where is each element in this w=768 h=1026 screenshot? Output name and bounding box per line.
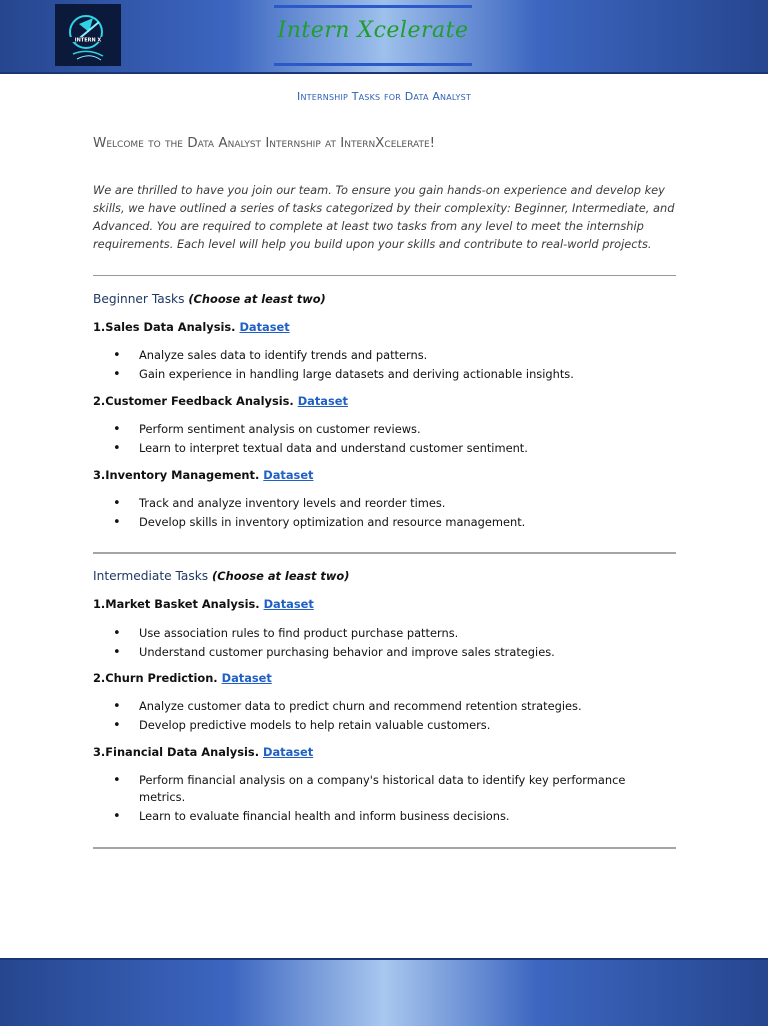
list-item: • Gain experience in handling large datasets and deriving actionable insights. (93, 366, 653, 383)
list-item: • Learn to interpret textual data and understand customer sentiment. (93, 440, 653, 457)
task-title-text: 1.Market Basket Analysis. (93, 597, 260, 611)
list-item: • Track and analyze inventory levels and reorder times. (93, 495, 653, 512)
task-bullets (93, 625, 653, 662)
task-title-text: 2.Churn Prediction. (93, 671, 218, 685)
list-item: • Develop predictive models to help retain valuable customers. (93, 717, 653, 734)
task-title-text: 2.Customer Feedback Analysis. (93, 394, 294, 408)
dataset-link[interactable]: Dataset (297, 394, 348, 408)
intermediate-heading-text: Intermediate Tasks (93, 569, 209, 583)
list-item: • Use association rules to find product purchase patterns. (93, 625, 653, 642)
task-bullets (93, 772, 653, 826)
task-title-text: 3.Inventory Management. (93, 468, 260, 482)
divider (93, 552, 676, 554)
internxcelerate-logo (55, 4, 121, 66)
list-item: • Perform sentiment analysis on customer reviews. (93, 421, 653, 438)
task-title-text: 1.Sales Data Analysis. (93, 320, 236, 334)
intermediate-heading (93, 569, 349, 583)
document-title: Internship Tasks for Data Analyst (297, 90, 471, 103)
page-header (0, 0, 768, 74)
task-title-text: 3.Financial Data Analysis. (93, 745, 260, 759)
page-footer (0, 958, 768, 1026)
list-item: • Perform financial analysis on a company's historical data to identify key performance metrics. (93, 772, 653, 806)
dataset-link[interactable]: Dataset (239, 320, 290, 334)
task-bullets (93, 347, 653, 384)
task-title (93, 394, 348, 408)
welcome-heading: Welcome to the Data Analyst Internship at InternXcelerate! (93, 135, 436, 151)
dataset-link[interactable]: Dataset (221, 671, 272, 685)
list-item: • Develop skills in inventory optimization and resource management. (93, 514, 653, 531)
beginner-note: (Choose at least two) (188, 292, 326, 306)
task-bullets (93, 495, 653, 532)
brand-line-bottom (274, 63, 472, 66)
beginner-heading-text: Beginner Tasks (93, 292, 185, 306)
list-item: • Learn to evaluate financial health and inform business decisions. (93, 808, 653, 825)
list-item: • Analyze sales data to identify trends and patterns. (93, 347, 653, 364)
task-bullets (93, 421, 653, 458)
divider (93, 847, 676, 849)
beginner-heading (93, 292, 326, 306)
brand-line-top (274, 5, 472, 8)
task-title (93, 468, 314, 482)
intermediate-note: (Choose at least two) (212, 569, 350, 583)
logo-caption: INTERN X (74, 37, 102, 44)
task-title (93, 320, 290, 334)
dataset-link[interactable]: Dataset (263, 468, 314, 482)
task-title (93, 671, 272, 685)
intro-paragraph: We are thrilled to have you join our team. To ensure you gain hands-on experience and develop key skills, we have outlined a series of tasks categorized by their complexity: Beginner, Intermediate, and Advanced. You are required to complete at least two tasks from any level to meet the internship requirements. Each level will help you build upon your skills and contribute to real-world projects. (93, 183, 675, 251)
list-item: • Analyze customer data to predict churn and recommend retention strategies. (93, 698, 653, 715)
dataset-link[interactable]: Dataset (263, 597, 314, 611)
list-item: • Understand customer purchasing behavior and improve sales strategies. (93, 644, 653, 661)
brand-title: Intern Xcelerate (277, 18, 469, 43)
task-bullets (93, 698, 653, 735)
task-title (93, 745, 313, 759)
divider (93, 275, 676, 276)
dataset-link[interactable]: Dataset (263, 745, 314, 759)
task-title (93, 597, 314, 611)
